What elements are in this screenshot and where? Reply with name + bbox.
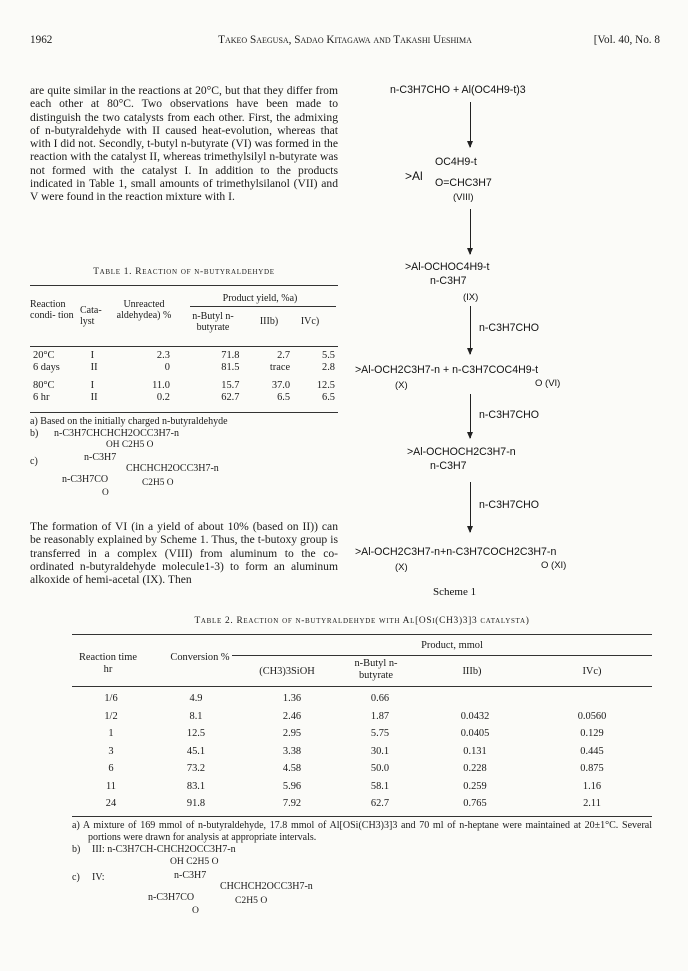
t1-foot-c-l3: n-C3H7CO: [62, 474, 109, 485]
table1-header: [30, 291, 338, 347]
t1-foot-c-label: c): [30, 456, 38, 467]
scheme-arrow-3: [470, 306, 471, 354]
table1-cell-unreacted: 0.2: [156, 392, 170, 403]
table1-cell-III: trace: [269, 362, 291, 373]
table2-cell-III: 0.765: [463, 798, 487, 809]
scheme-x-label-1: (X): [395, 380, 408, 391]
scheme-ix-b: n-C3H7: [430, 275, 467, 287]
t1-foot-a: a) Based on the initially charged n-butyraldehyde: [30, 416, 228, 427]
scheme-viii-a: OC4H9-t: [435, 156, 477, 168]
table2-cell-silanol: 5.96: [282, 780, 302, 792]
scheme-viii-label: (VIII): [453, 192, 474, 203]
scheme-reagent-2: n-C3H7CHO: [479, 409, 540, 421]
t1-h-catalyst: Cata- lyst: [80, 305, 102, 327]
t2-h-time: Reaction time hr: [79, 652, 137, 675]
table2-body: [72, 690, 652, 813]
scheme-al-1: >Al: [405, 169, 423, 183]
table2-cell-III: [418, 690, 532, 708]
table1-cell-IV: 6.5: [322, 392, 335, 403]
table1-cell-IV: 5.5: [322, 350, 335, 361]
table2-cell-silanol: 2.95: [282, 728, 302, 739]
page-number: 1962: [30, 34, 53, 46]
table2-cell-conv: 91.8: [186, 798, 206, 809]
scheme-1: [355, 84, 665, 614]
table1-cell-III: 2.7: [277, 350, 291, 361]
table2-cell-time: 1/6: [104, 693, 118, 704]
t2-foot-c-l4: C2H5 O: [235, 895, 268, 907]
table2-cell-conv: 83.1: [186, 780, 206, 792]
table2-cell-time: 6: [108, 763, 114, 774]
table1-cell-butyl: 15.7: [221, 380, 240, 391]
t2-h-silanol: (CH3)3SiOH: [259, 666, 315, 677]
table2-cell-conv: 4.9: [189, 693, 203, 704]
table2-row: [72, 725, 652, 743]
table2-cell-butyl: 1.87: [370, 710, 390, 722]
t2-h-III: IIIb): [462, 666, 482, 677]
table2-cell-III: 0.0405: [460, 728, 490, 739]
table2-cell-III: 0.0432: [460, 710, 490, 722]
scheme-x-label-2: (X): [395, 562, 408, 573]
t1-h-IV: IVc): [300, 316, 320, 327]
scheme-x-vi: >Al-OCH2C3H7-n + n-C3H7COC4H9-t: [355, 364, 539, 376]
t1-foot-b-label: b): [30, 428, 39, 439]
table2-cell-time: 1/2: [104, 710, 118, 722]
table2-cell-III: 0.228: [463, 763, 487, 774]
table2-cell-conv: 12.5: [186, 728, 206, 739]
table1-cell-III: 37.0: [271, 380, 291, 391]
table2-top-rule: [72, 634, 652, 635]
t1-foot-c-l2: CHCHCH2OCC3H7-n: [126, 463, 219, 474]
table2-cell-butyl: 62.7: [370, 798, 390, 809]
table2-row: [72, 778, 652, 796]
t2-foot-c-l3: n-C3H7CO: [148, 892, 195, 904]
t2-foot-b-label: b): [72, 844, 81, 856]
t2-h-subrule: [232, 655, 652, 656]
scheme-vi-label: O (VI): [535, 378, 561, 389]
table2-cell-butyl: 58.1: [370, 780, 390, 792]
table2-cell-IV: [532, 690, 652, 708]
table1-cell-cond: 80°C: [33, 380, 55, 391]
table2-row: [72, 743, 652, 761]
table2-row: [72, 795, 652, 813]
table2-cell-silanol: 2.46: [282, 710, 302, 722]
t1-foot-c-l4: C2H5 O: [142, 478, 174, 488]
authors: Takeo Saegusa, Sadao Kitagawa and Takashi Ueshima: [218, 34, 472, 46]
scheme-reagent-3: n-C3H7CHO: [479, 499, 540, 511]
scheme-ix-a: >Al-OCHOC4H9-t: [405, 261, 490, 273]
table2-row: [72, 690, 652, 708]
table2-cell-silanol: 1.36: [282, 693, 302, 704]
table1-cell-cat: II: [90, 362, 98, 373]
table1-cell-cat: I: [90, 350, 95, 361]
t2-foot-c-l2: CHCHCH2OCC3H7-n: [220, 881, 313, 893]
t1-foot-b-line2: OH C2H5 O: [106, 440, 154, 450]
table2-cell-IV: 2.11: [583, 798, 601, 809]
table2-cell-IV: 0.445: [580, 745, 604, 757]
t2-foot-b-line1: III: n-C3H7CH-CHCH2OCC3H7-n: [92, 844, 236, 856]
scheme-x-xi: >Al-OCH2C3H7-n+n-C3H7COCH2C3H7-n: [355, 546, 557, 558]
t2-foot-c-l1: n-C3H7: [174, 870, 207, 882]
table2-row: [72, 708, 652, 726]
scheme-xi-label: O (XI): [541, 560, 567, 571]
table1-cell-IV: 12.5: [316, 380, 335, 391]
table2-cell-IV: 0.0560: [577, 710, 607, 722]
table2-cell-IV: 1.16: [582, 780, 602, 792]
table1-header-rule: [30, 346, 338, 347]
t1-h-butyl: n-Butyl n-butyrate: [192, 311, 234, 333]
table1-row: [30, 362, 338, 377]
table1-row: [30, 392, 338, 404]
t1-foot-c-l1: n-C3H7: [84, 452, 117, 463]
table1-cell-unreacted: 2.3: [156, 350, 170, 361]
t1-h-condition: Reaction condi- tion: [30, 299, 74, 321]
table2-cell-III: 0.259: [463, 780, 487, 792]
running-header: [30, 34, 660, 50]
table1-cell-III: 6.5: [277, 392, 291, 403]
table2-cell-conv: 45.1: [186, 745, 206, 757]
table1-cell-unreacted: 0: [164, 362, 170, 373]
table1-body: [30, 350, 338, 404]
t2-foot-c-iv: IV:: [92, 872, 105, 884]
table1-footnotes: [30, 416, 338, 512]
table2-cell-time: 24: [105, 798, 117, 809]
t2-foot-c-label: c): [72, 872, 80, 884]
t2-foot-b-line2: OH C2H5 O: [170, 856, 219, 868]
t1-h-unreacted: Unreacted aldehydea) %: [116, 299, 172, 321]
t2-foot-c-l5: O: [192, 905, 199, 917]
table1-row: [30, 350, 338, 362]
table1-bottom-rule: [30, 412, 338, 413]
table2-cell-silanol: 7.92: [282, 798, 302, 809]
table1-cell-butyl: 71.8: [221, 350, 240, 361]
t2-h-IV: IVc): [582, 666, 602, 677]
table1-cell-cond: 6 hr: [33, 392, 50, 403]
table2-header-rule: [72, 686, 652, 687]
scheme-arrow-1: [470, 102, 471, 147]
scheme-ix-label: (IX): [463, 292, 479, 303]
table2-cell-IV: 0.875: [580, 763, 604, 774]
scheme-arrow-4: [470, 394, 471, 438]
table1-cell-cond: 6 days: [33, 362, 60, 373]
table2-cell-butyl: 30.1: [370, 745, 390, 757]
t2-h-product: Product, mmol: [421, 640, 483, 651]
scheme-hemiacetal-a: >Al-OCHOCH2C3H7-n: [407, 446, 516, 458]
table2-cell-III: 0.131: [463, 745, 487, 757]
table2-cell-time: 11: [105, 780, 116, 792]
table2-cell-conv: 8.1: [189, 710, 203, 722]
table2-bottom-rule: [72, 816, 652, 817]
table1-cell-cat: II: [90, 392, 98, 403]
table2-header: [72, 638, 652, 688]
table2-cell-butyl: 50.0: [370, 763, 390, 774]
t1-foot-c-l5: O: [102, 488, 109, 498]
table1-cell-cond: 20°C: [33, 350, 55, 361]
table2-cell-silanol: 3.38: [282, 745, 302, 757]
table2-cell-conv: 73.2: [186, 763, 206, 774]
scheme-hemiacetal-b: n-C3H7: [430, 460, 467, 472]
scheme-viii-b: O=CHC3H7: [435, 177, 492, 189]
table2-cell-time: 1: [108, 728, 114, 739]
table2-row: [72, 760, 652, 778]
table2-caption: Table 2. Reaction of n-butyraldehyde with Al[OSi(CH3)3]3 catalysta): [194, 616, 530, 626]
table1-cell-cat: I: [90, 380, 95, 391]
t1-h-subrule: [190, 306, 336, 307]
scheme-arrow-5: [470, 482, 471, 532]
scheme-caption: Scheme 1: [433, 586, 477, 598]
table1-row: [30, 377, 338, 392]
table2-cell-butyl: 5.75: [370, 728, 390, 739]
body-paragraph-2: The formation of VI (in a yield of about 10% (based on II)) can be reasonably explained by Scheme 1. Thus, the t-butoxy group is transferred in a complex (VIII) from aluminum to the co-ordinated n-butyraldehyde molecule1-3) to form an aluminum alkoxide of hemi-acetal (IX). Then: [30, 520, 338, 587]
table1-cell-IV: 2.8: [322, 362, 335, 373]
table1-cell-butyl: 81.5: [221, 362, 240, 373]
body-paragraph-1: are quite similar in the reactions at 20°C, but that they differ from each other at 80°C. Two observations have been made to distinguish the two catalysts from each other. First, the admixing of n-butyraldehyde with II caused heat-evolution, whereas that with I did not. Secondly, t-butyl n-butyrate (VI) was formed in the reaction with the catalyst II, whereas trimethylsilyl n-butyrate was not formed with the catalyst I. In addition to the products indicated in Table 1, small amounts of trimethylsilanol (VII) and V were found in the reaction mixture with I.: [30, 84, 338, 204]
t2-foot-a: a) A mixture of 169 mmol of n-butyraldehyde, 17.8 mmol of Al[OSi(CH3)3]3 and 70 ml of n-heptane were maintained at 20±1°C. Several portions were drawn for analysis at appropriate intervals.: [72, 820, 652, 844]
t1-h-III: IIIb): [259, 316, 279, 327]
table1-cell-unreacted: 11.0: [152, 380, 170, 391]
volume-info: [Vol. 40, No. 8: [593, 34, 660, 46]
table1-caption: Table 1. Reaction of n-butyraldehyde: [93, 267, 275, 277]
table2-cell-butyl: 0.66: [370, 693, 390, 704]
table2-footnotes: [72, 820, 652, 930]
t1-foot-b-line1: n-C3H7CHCHCH2OCC3H7-n: [54, 428, 180, 439]
t1-h-product-yield: Product yield, %a): [222, 293, 298, 304]
scheme-line-1: n-C3H7CHO + Al(OC4H9-t)3: [390, 84, 526, 96]
table1-cell-butyl: 62.7: [221, 392, 240, 403]
scheme-reagent-1: n-C3H7CHO: [479, 322, 540, 334]
table2-cell-time: 3: [108, 745, 114, 757]
t2-h-butyl: n-Butyl n-butyrate: [354, 658, 398, 681]
scheme-arrow-2: [470, 209, 471, 254]
table1-top-rule: [30, 285, 338, 286]
table2-cell-silanol: 4.58: [282, 763, 302, 774]
table2-cell-IV: 0.129: [580, 728, 604, 739]
t2-h-conversion: Conversion %: [170, 652, 230, 663]
